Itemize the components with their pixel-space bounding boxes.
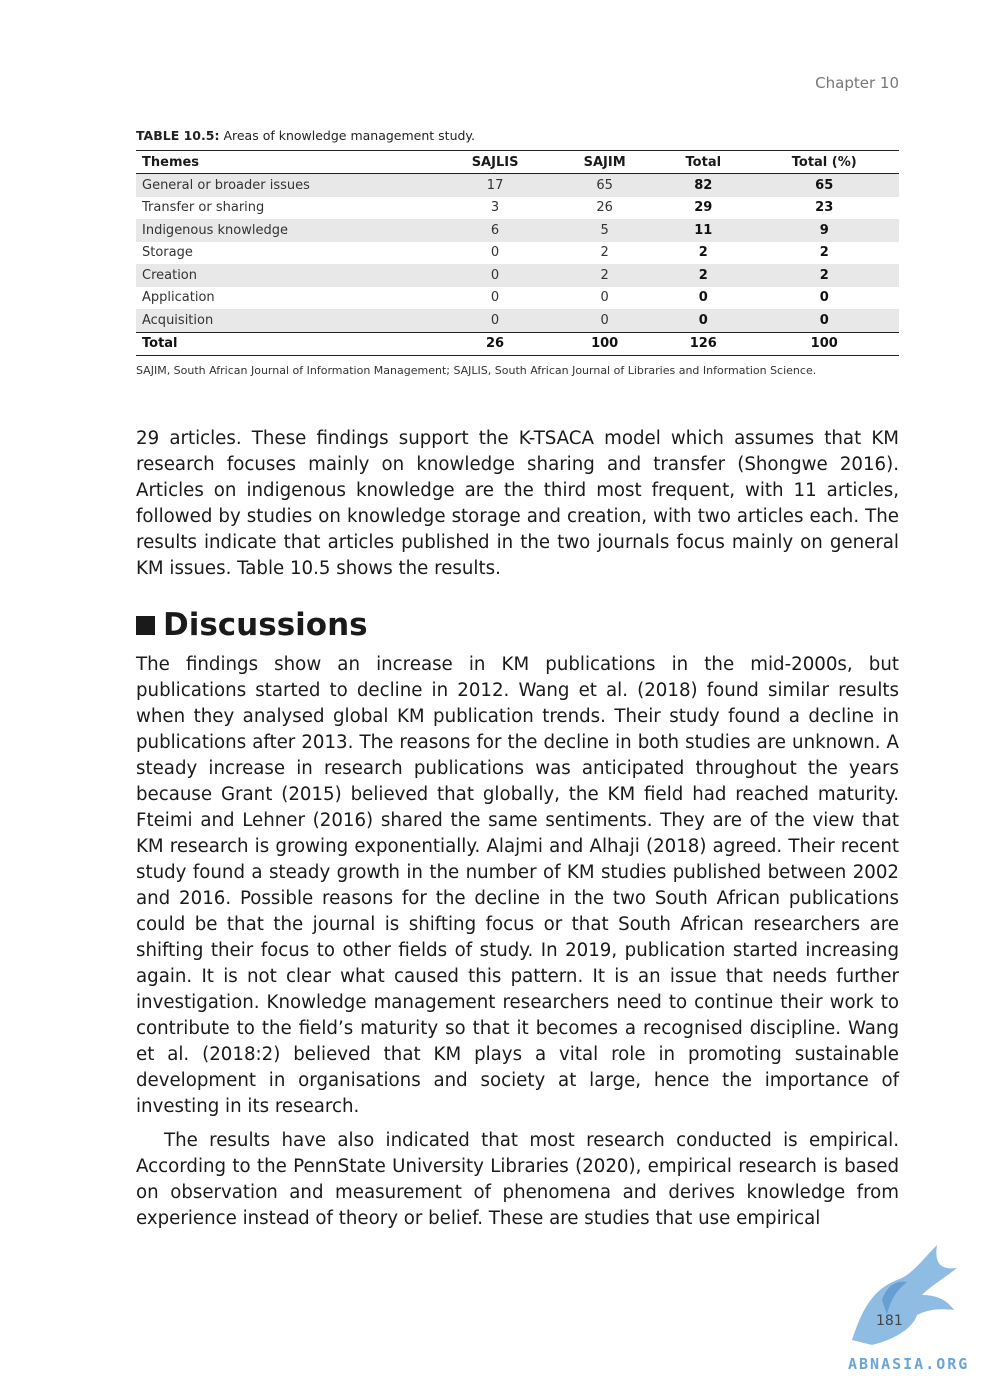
column-header: Total (%) (791, 154, 857, 170)
table-cell: 2 (600, 245, 609, 261)
table-cell: 0 (600, 312, 609, 328)
table-cell: 0 (819, 290, 829, 306)
table-row (136, 197, 899, 220)
table-caption-text: Areas of knowledge management study. (223, 128, 476, 143)
table-cell: 23 (815, 200, 834, 216)
heading-square-icon (136, 616, 155, 635)
column-header: Themes (142, 154, 200, 170)
table-cell: 17 (486, 177, 504, 193)
table-cell: 2 (819, 245, 829, 261)
table-block (136, 128, 899, 377)
table-cell: Creation (142, 267, 198, 283)
watermark-text: ABNASIA.ORG (848, 1355, 970, 1373)
table-cell: 26 (596, 200, 613, 216)
table-cell: 9 (819, 222, 829, 238)
heading-text: Discussions (163, 607, 368, 643)
table-cell: 126 (689, 336, 717, 352)
table-cell: 0 (490, 245, 500, 261)
watermark-logo-icon (842, 1240, 962, 1350)
table-cell: 0 (490, 290, 500, 306)
table-row (136, 219, 899, 242)
running-head: Chapter 10 (815, 74, 899, 92)
table-cell: 100 (591, 336, 619, 352)
table-cell: General or broader issues (142, 177, 310, 193)
table-total-row (136, 332, 899, 356)
table-cell: Total (142, 336, 178, 352)
data-table (136, 150, 899, 356)
table-cell: 65 (596, 177, 613, 193)
table-cell: 0 (490, 267, 500, 283)
table-cell: 0 (819, 312, 829, 328)
table-cell: 0 (600, 290, 609, 306)
table-row (136, 242, 899, 265)
table-row (136, 309, 899, 332)
table-cell: Transfer or sharing (142, 200, 265, 216)
table-cell: 0 (490, 312, 500, 328)
table-cell: 2 (819, 267, 829, 283)
table-cell: 26 (486, 336, 505, 352)
table-cell: 100 (810, 336, 838, 352)
section-heading (136, 606, 899, 644)
page-number: 181 (876, 1313, 903, 1329)
table-cell: 29 (694, 200, 713, 216)
table-cell: 0 (698, 290, 708, 306)
table-cell: 3 (490, 200, 500, 216)
paragraph: The findings show an increase in KM publications in the mid-2000s, but publications started to decline in 2012. Wang et al. (2018) found similar results when they analysed global KM publication trends. Their study found a decline in publications after 2013. The reasons for the decline in both studies are unknown. A steady increase in research publications was anticipated throughout the years because Grant (2015) believed that globally, the KM field had reached maturity. Fteimi and Lehner (2016) shared the same sentiments. They are of the view that KM research is growing exponentially. Alajmi and Alhaji (2018) agreed. Their recent study found a steady growth in the number of KM studies published between 2002 and 2016. Possible reasons for the decline in the two South African publications could be that the journal is shifting focus or that South African researchers are shifting their focus to other fields of study. In 2019, publication started increasing again. It is not clear what caused this pattern. It is an issue that needs further investigation. Knowledge management researchers need to continue their work to contribute to the field’s maturity so that it becomes a recognised discipline. Wang et al. (2018:2) believed that KM plays a vital role in promoting sustainable development in organisations and society at large, hence the importance of investing in its research. (136, 654, 899, 1117)
table-header-row (136, 151, 899, 174)
table-row (136, 264, 899, 287)
table-cell: 11 (694, 222, 713, 238)
table-cell: Application (142, 290, 215, 306)
table-cell: 65 (815, 177, 834, 193)
table-cell: Storage (142, 245, 193, 261)
table-cell: 2 (698, 245, 708, 261)
table-cell: 2 (600, 267, 609, 283)
column-header: SAJLIS (471, 154, 519, 170)
table-cell: 6 (490, 222, 500, 238)
paragraph: The results have also indicated that most research conducted is empirical. According to the PennState University Libraries (2020), empirical research is based on observation and measurement of phenomena and derives knowledge from experience instead of theory or belief. These are studies that use empirical (136, 1130, 899, 1229)
table-cell: Indigenous knowledge (142, 222, 288, 238)
table-cell: 2 (698, 267, 708, 283)
table-caption (136, 128, 899, 143)
table-row (136, 287, 899, 310)
column-header: SAJIM (583, 154, 626, 170)
table-caption-label: TABLE 10.5: (136, 128, 220, 143)
table-row (136, 174, 899, 197)
body-text (136, 426, 899, 1232)
paragraph: 29 articles. These findings support the K-TSACA model which assumes that KM research focuses mainly on knowledge sharing and transfer (Shongwe 2016). Articles on indigenous knowledge are the third most frequent, with 11 articles, followed by studies on knowledge storage and creation, with two articles each. The results indicate that articles published in the two journals focus mainly on general KM issues. Table 10.5 shows the results. (136, 428, 899, 579)
table-cell: 0 (698, 312, 708, 328)
table-footnote: SAJIM, South African Journal of Information Management; SAJLIS, South African Journal of Libraries and Information Science. (136, 364, 817, 377)
table-cell: 5 (600, 222, 609, 238)
table-cell: 82 (694, 177, 713, 193)
column-header: Total (685, 154, 722, 170)
table-cell: Acquisition (142, 312, 214, 328)
